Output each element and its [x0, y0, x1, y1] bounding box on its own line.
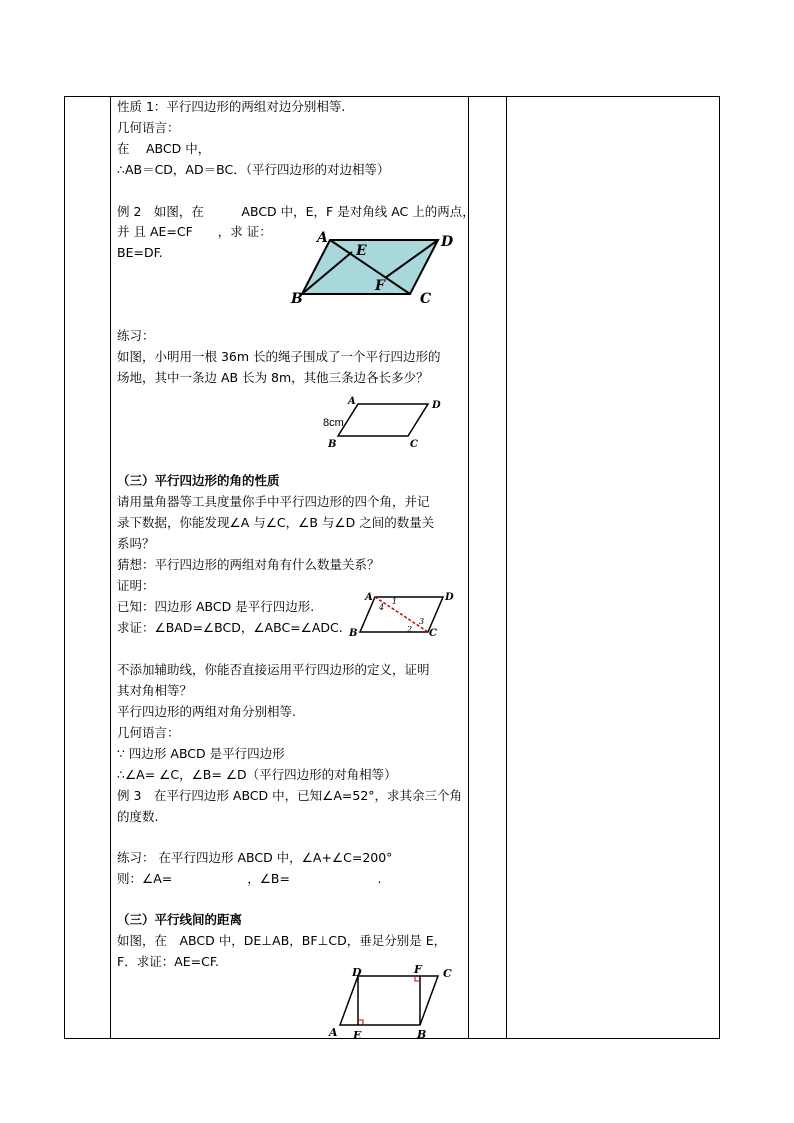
proof-label: 证明：: [117, 578, 155, 593]
fig2-side-label: 8cm: [323, 417, 344, 429]
fig3-angle-4: 4: [379, 603, 385, 612]
fig4-label-b: B: [417, 1028, 427, 1040]
distance-line-2: F．求证：AE=CF.: [117, 954, 219, 969]
fig1-label-b: B: [291, 291, 303, 307]
exercise-2-line-2: 则：∠A= ，∠B= .: [117, 871, 382, 886]
table-divider-1: [110, 96, 111, 1039]
fig1-label-f: F: [375, 278, 385, 294]
figure-parallelogram-8cm: [320, 392, 450, 452]
figure-parallelogram-ae-cf: [285, 228, 460, 308]
fig1-label-d: D: [441, 234, 454, 250]
fig3-label-d: D: [445, 592, 454, 603]
therefore-angles: ∴∠A= ∠C，∠B= ∠D（平行四边形的对角相等）: [117, 767, 397, 782]
measure-line-1: 请用量角器等工具度量你手中平行四边形的四个角，并记: [117, 494, 430, 509]
to-prove: 求证：∠BAD=∠BCD，∠ABC=∠ADC.: [117, 620, 343, 635]
measure-line-3: 系吗？: [117, 536, 155, 551]
section-heading-distance: （三）平行线间的距离: [117, 912, 243, 927]
distance-line-1: 如图，在 ABCD 中，DE⊥AB，BF⊥CD，垂足分别是 E，: [117, 933, 447, 948]
because-line: ∵ 四边形 ABCD 是平行四边形: [117, 746, 285, 761]
fig3-label-a: A: [365, 592, 373, 603]
fig4-label-f: F: [414, 963, 422, 976]
fig3-angle-2: 2: [407, 625, 413, 634]
table-border-top: [64, 96, 720, 97]
fig4-label-c: C: [443, 967, 452, 980]
fig3-label-c: C: [429, 628, 437, 639]
exercise-label-1: 练习：: [117, 328, 155, 343]
fig2-label-c: C: [410, 439, 418, 450]
fig1-label-a: A: [317, 230, 328, 246]
example-3-line-2: 的度数.: [117, 809, 159, 824]
exercise-2-line-1: 练习： 在平行四边形 ABCD 中，∠A+∠C=200°: [117, 850, 393, 865]
fig2-label-d: D: [432, 400, 441, 411]
fig2-label-a: A: [348, 396, 356, 407]
measure-line-2: 录下数据，你能发现∠A 与∠C，∠B 与∠D 之间的数量关: [117, 515, 435, 530]
given: 已知：四边形 ABCD 是平行四边形.: [117, 599, 315, 614]
conjecture: 猜想：平行四边形的两组对角有什么数量关系？: [117, 557, 380, 572]
exercise-1-line-2: 场地，其中一条边 AB 长为 8m，其他三条边各长多少？: [117, 370, 429, 385]
fig3-angle-3: 3: [419, 617, 425, 626]
example-3-line-1: 例 3 在平行四边形 ABCD 中，已知∠A=52°，求其余三个角: [117, 788, 463, 803]
property-1: 性质 1：平行四边形的两组对边分别相等.: [117, 99, 346, 114]
table-border-left: [64, 96, 65, 1039]
fig2-label-b: B: [328, 439, 337, 450]
exercise-1-line-1: 如图，小明用一根 36m 长的绳子围成了一个平行四边形的: [117, 349, 441, 364]
fig4-label-e: E: [353, 1029, 362, 1040]
table-divider-3: [506, 96, 507, 1039]
example-2-line-1: 例 2 如图，在 ABCD 中，E，F 是对角线 AC 上的两点，: [117, 204, 475, 219]
section-heading-angles: （三）平行四边形的角的性质: [117, 473, 280, 488]
question-line-1: 不添加辅助线，你能否直接运用平行四边形的定义，证明: [117, 662, 430, 677]
geometry-language-label-2: 几何语言：: [117, 725, 180, 740]
figure-parallelogram-angles: [345, 588, 460, 640]
property-2: 平行四边形的两组对角分别相等.: [117, 704, 296, 719]
example-2-line-2: 并 且 AE=CF ，求 证：: [117, 224, 272, 239]
fig1-label-c: C: [420, 291, 432, 307]
table-divider-2: [468, 96, 469, 1039]
question-line-2: 其对角相等？: [117, 683, 193, 698]
conclusion-sides: ∴AB＝CD，AD＝BC．（平行四边形的对边相等）: [117, 162, 390, 177]
fig3-label-b: B: [349, 628, 358, 639]
fig3-angle-1: 1: [392, 597, 398, 606]
fig4-label-a: A: [329, 1026, 338, 1039]
geometry-language-label: 几何语言：: [117, 120, 180, 135]
fig4-label-d: D: [352, 966, 362, 979]
in-abcd: 在 ABCD 中，: [117, 141, 211, 156]
table-border-right: [719, 96, 720, 1039]
figure-parallelogram-perpendiculars: [325, 962, 465, 1040]
example-2-line-3: BE=DF.: [117, 245, 163, 260]
fig1-label-e: E: [356, 243, 367, 259]
